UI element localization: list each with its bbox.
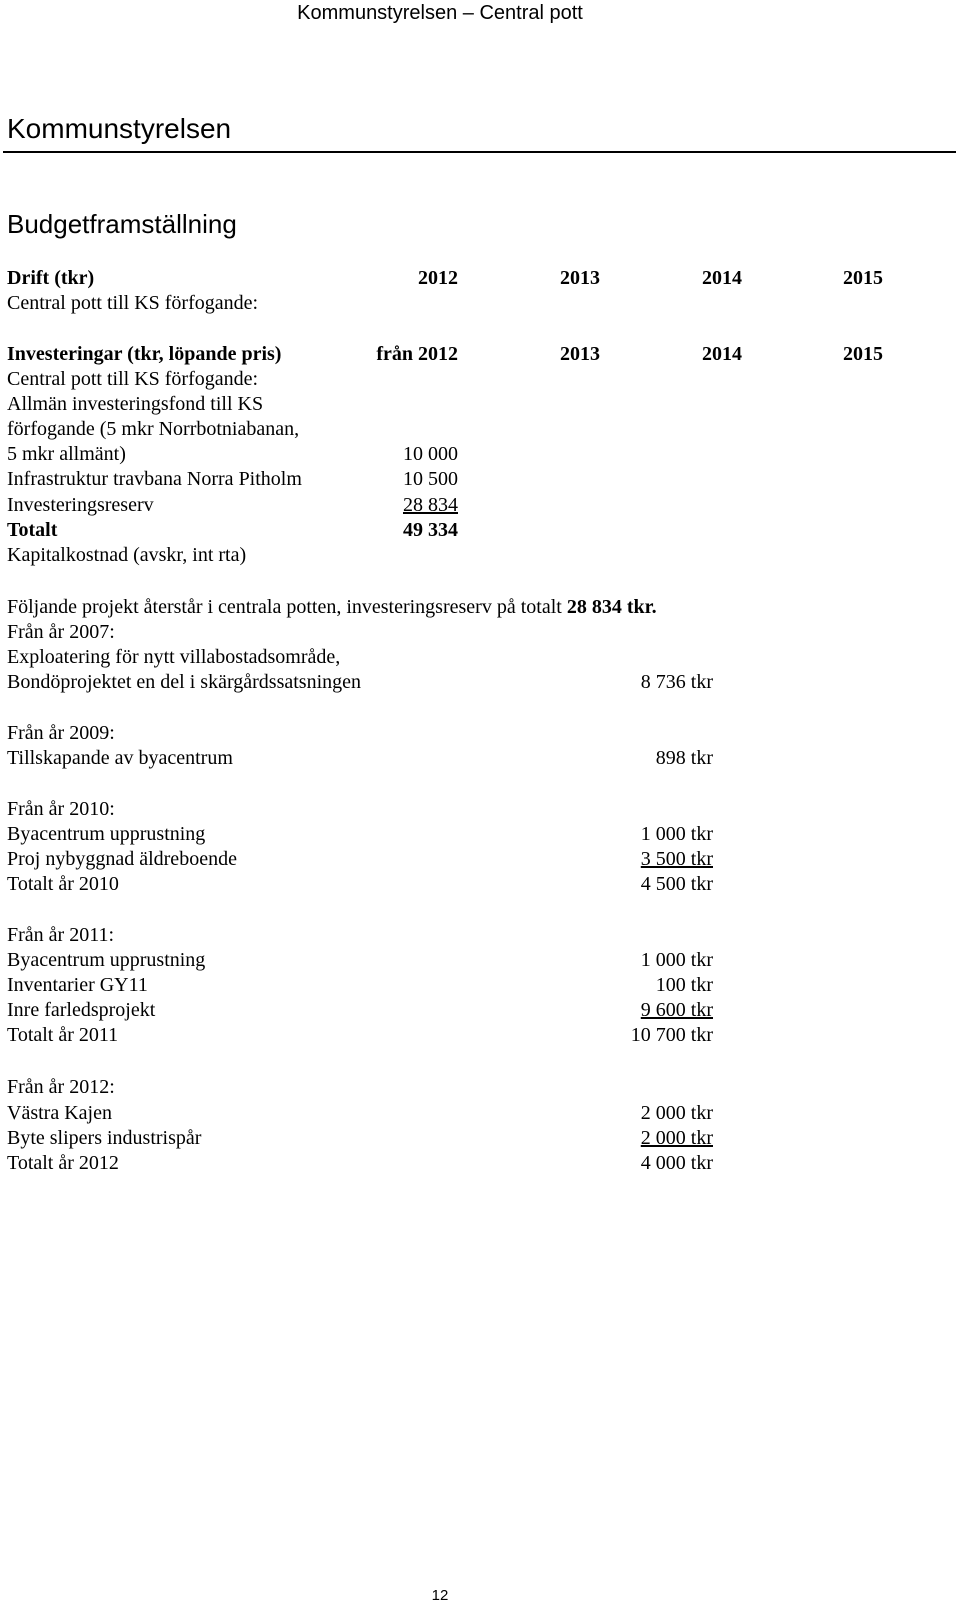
group-heading: Från år 2012: <box>7 1076 115 1098</box>
investment-row-label: Infrastruktur travbana Norra Pitholm <box>7 468 302 490</box>
investment-row-label: Central pott till KS förfogande: <box>7 368 259 390</box>
investment-row-label: förfogande (5 mkr Norrbotniabanan, <box>7 418 300 440</box>
group-heading: Från år 2010: <box>7 798 115 820</box>
investment-row-value: 28 834 <box>403 494 458 516</box>
page-number: 12 <box>431 1587 449 1604</box>
project-total-label: Totalt år 2011 <box>7 1024 119 1046</box>
project-label: Byacentrum upprustning <box>7 949 206 971</box>
investment-year: 2013 <box>560 343 600 365</box>
project-label: Exploatering för nytt villabostadsområde, <box>7 646 341 668</box>
investment-row-value: 10 500 <box>403 468 458 490</box>
project-label: Byte slipers industrispår <box>7 1127 202 1149</box>
intro-amount: 28 834 tkr. <box>566 596 657 618</box>
section-divider <box>3 151 956 153</box>
group-heading: Från år 2011: <box>7 924 115 946</box>
drift-row-label: Central pott till KS förfogande: <box>7 292 259 314</box>
project-amount: 8 736 tkr <box>640 671 713 693</box>
investment-year: från 2012 <box>376 343 458 365</box>
drift-year: 2012 <box>418 267 458 289</box>
investment-row-label: Allmän investeringsfond till KS <box>7 393 264 415</box>
investment-year: 2015 <box>843 343 883 365</box>
project-total-amount: 10 700 tkr <box>630 1024 713 1046</box>
intro-text: Följande projekt återstår i centrala potten, investeringsreserv på totalt <box>7 596 567 618</box>
project-label: Inventarier GY11 <box>7 974 148 996</box>
drift-year: 2014 <box>702 267 742 289</box>
project-amount: 3 500 tkr <box>640 848 713 870</box>
subsection-title: Budgetframställning <box>7 209 237 239</box>
investment-row-value: 10 000 <box>403 443 458 465</box>
project-label: Bondöprojektet en del i skärgårdssatsningen <box>7 671 362 693</box>
project-amount: 898 tkr <box>655 747 713 769</box>
investment-row-label: Kapitalkostnad (avskr, int rta) <box>7 544 247 566</box>
project-label: Proj nybyggnad äldreboende <box>7 848 237 870</box>
project-label: Inre farledsprojekt <box>7 999 156 1021</box>
project-amount: 9 600 tkr <box>640 999 713 1021</box>
running-header: Kommunstyrelsen – Central pott <box>297 2 583 24</box>
project-total-label: Totalt år 2012 <box>7 1152 119 1174</box>
investment-year: 2014 <box>702 343 742 365</box>
drift-year: 2013 <box>560 267 600 289</box>
project-total-label: Totalt år 2010 <box>7 873 119 895</box>
investment-total-value: 49 334 <box>403 519 458 541</box>
project-total-amount: 4 000 tkr <box>640 1152 713 1174</box>
investment-label: Investeringar (tkr, löpande pris) <box>7 343 282 365</box>
project-amount: 2 000 tkr <box>640 1127 713 1149</box>
drift-label: Drift (tkr) <box>7 267 95 289</box>
group-heading: Från år 2009: <box>7 722 115 744</box>
section-title: Kommunstyrelsen <box>7 113 232 144</box>
group-heading: Från år 2007: <box>7 621 115 643</box>
drift-year: 2015 <box>843 267 883 289</box>
remaining-projects-intro <box>7 594 657 620</box>
project-amount: 2 000 tkr <box>640 1102 713 1124</box>
project-amount: 100 tkr <box>655 974 713 996</box>
project-label: Tillskapande av byacentrum <box>7 747 233 769</box>
project-amount: 1 000 tkr <box>640 949 713 971</box>
project-label: Byacentrum upprustning <box>7 823 206 845</box>
project-label: Västra Kajen <box>7 1102 112 1124</box>
project-total-amount: 4 500 tkr <box>640 873 713 895</box>
investment-row-label: Investeringsreserv <box>7 494 154 516</box>
investment-row-label: 5 mkr allmänt) <box>7 443 126 465</box>
investment-total-label: Totalt <box>7 519 58 541</box>
project-amount: 1 000 tkr <box>640 823 713 845</box>
